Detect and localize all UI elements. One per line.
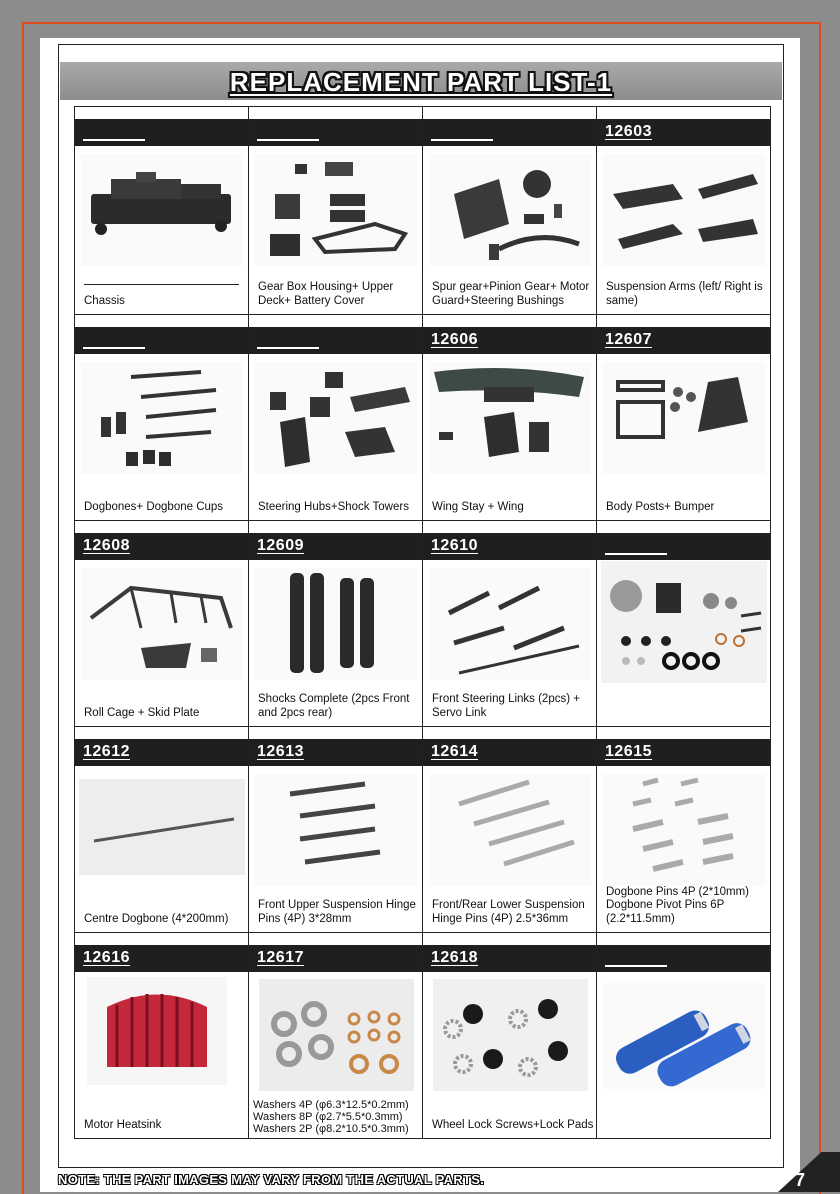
parts-grid xyxy=(74,106,771,1139)
bumper-icon xyxy=(603,362,765,474)
title-banner xyxy=(60,62,782,100)
part-number: 12609 xyxy=(257,537,304,554)
part-header xyxy=(423,533,596,560)
shocks-icon xyxy=(255,568,417,680)
part-number-blank xyxy=(257,139,319,141)
part-header xyxy=(597,945,770,972)
heatsink-icon xyxy=(87,977,227,1085)
part-number: 12613 xyxy=(257,743,304,760)
steering-hubs-icon xyxy=(255,362,417,474)
part-number: 12606 xyxy=(431,331,478,348)
parts-row xyxy=(75,315,771,521)
part-cell xyxy=(597,107,771,314)
part-cell xyxy=(597,933,771,1138)
part-number-blank xyxy=(431,139,493,141)
part-header xyxy=(423,327,596,354)
part-caption: Centre Dogbone (4*200mm) xyxy=(84,912,229,925)
wing-icon xyxy=(429,362,591,474)
part-caption: Front Steering Links (2pcs) + Servo Link xyxy=(432,693,580,719)
suspension-arms-icon xyxy=(603,154,765,266)
part-number: 12603 xyxy=(605,123,652,140)
part-cell xyxy=(249,933,423,1138)
part-cell xyxy=(423,727,597,932)
part-cell xyxy=(423,521,597,726)
part-caption: Shocks Complete (2pcs Front and 2pcs rear) xyxy=(258,693,410,719)
part-header xyxy=(597,533,770,560)
part-cell xyxy=(249,107,423,314)
part-caption: Steering Hubs+Shock Towers xyxy=(258,500,409,513)
part-header xyxy=(249,327,422,354)
part-header xyxy=(249,945,422,972)
part-number: 12614 xyxy=(431,743,478,760)
part-cell xyxy=(597,521,771,726)
page-title: REPLACEMENT PART LIST-1 xyxy=(229,67,613,97)
part-number: 12615 xyxy=(605,743,652,760)
part-cell xyxy=(75,521,249,726)
part-number: 12618 xyxy=(431,949,478,966)
washers-icon xyxy=(259,979,414,1091)
part-caption: Gear Box Housing+ Upper Deck+ Battery Cover xyxy=(258,281,394,307)
part-caption: Wing Stay + Wing xyxy=(432,500,524,513)
part-number-blank xyxy=(605,553,667,555)
part-caption: Motor Heatsink xyxy=(84,1118,162,1131)
part-header xyxy=(423,119,596,146)
part-caption: Wheel Lock Screws+Lock Pads xyxy=(432,1118,594,1131)
part-number: 12612 xyxy=(83,743,130,760)
part-caption: Roll Cage + Skid Plate xyxy=(84,706,200,719)
differential-icon xyxy=(601,561,767,683)
part-caption: Washers 4P (φ6.3*12.5*0.2mm) Washers 8P (φ2.7*5.5*0.3mm) Washers 2P (φ8.2*10.5*0.3mm) xyxy=(253,1099,409,1135)
part-header xyxy=(597,119,770,146)
part-cell xyxy=(597,727,771,932)
part-header xyxy=(249,119,422,146)
page-number: 7 xyxy=(795,1170,806,1190)
part-number: 12616 xyxy=(83,949,130,966)
part-header xyxy=(75,945,248,972)
disclaimer-note: NOTE: THE PART IMAGES MAY VARY FROM THE ACTUAL PARTS. xyxy=(58,1172,485,1187)
part-caption: Spur gear+Pinion Gear+ Motor Guard+Steering Bushings xyxy=(432,281,590,307)
part-cell xyxy=(249,727,423,932)
part-cell xyxy=(75,107,249,314)
part-number-blank xyxy=(83,139,145,141)
part-caption: Dogbones+ Dogbone Cups xyxy=(84,500,224,513)
part-cell xyxy=(423,107,597,314)
part-cell xyxy=(249,521,423,726)
part-caption: Front Upper Suspension Hinge Pins (4P) 3*28mm xyxy=(258,899,416,925)
roll-cage-icon xyxy=(81,568,243,680)
part-header xyxy=(75,119,248,146)
part-header xyxy=(75,533,248,560)
part-caption: Front/Rear Lower Suspension Hinge Pins (4P) 2.5*36mm xyxy=(432,899,585,925)
part-header xyxy=(75,739,248,766)
part-number: 12608 xyxy=(83,537,130,554)
lock-screws-icon xyxy=(433,979,588,1091)
part-caption: Suspension Arms (left/ Right is same) xyxy=(606,281,763,307)
part-number-blank xyxy=(605,965,667,967)
part-cell xyxy=(423,315,597,520)
gearbox-icon xyxy=(255,154,417,266)
batteries-icon xyxy=(603,983,765,1089)
part-number: 12607 xyxy=(605,331,652,348)
part-header xyxy=(597,327,770,354)
parts-row xyxy=(75,727,771,933)
hinge-pins-icon xyxy=(255,774,417,886)
parts-row xyxy=(75,107,771,315)
part-cell xyxy=(75,933,249,1138)
dogbones-icon xyxy=(81,362,243,474)
part-header xyxy=(423,945,596,972)
part-number-blank xyxy=(83,347,145,349)
part-caption: Body Posts+ Bumper xyxy=(606,500,715,513)
parts-row xyxy=(75,933,771,1139)
spur-gear-icon xyxy=(429,154,591,266)
part-number: 12610 xyxy=(431,537,478,554)
caption-rule xyxy=(84,284,239,285)
centre-dogbone-icon xyxy=(79,779,245,875)
part-header xyxy=(249,739,422,766)
part-header xyxy=(75,327,248,354)
part-cell xyxy=(423,933,597,1138)
part-header xyxy=(249,533,422,560)
part-cell xyxy=(249,315,423,520)
dogbone-pins-icon xyxy=(603,774,765,886)
lower-pins-icon xyxy=(429,774,591,886)
part-number-blank xyxy=(257,347,319,349)
steering-links-icon xyxy=(429,568,591,680)
part-caption: Chassis xyxy=(84,294,125,307)
part-cell xyxy=(75,315,249,520)
part-header xyxy=(423,739,596,766)
part-caption: Dogbone Pins 4P (2*10mm) Dogbone Pivot Pins 6P (2.2*11.5mm) xyxy=(606,885,749,925)
part-cell xyxy=(75,727,249,932)
part-cell xyxy=(597,315,771,520)
parts-row xyxy=(75,521,771,727)
chassis-icon xyxy=(81,154,243,266)
part-header xyxy=(597,739,770,766)
part-number: 12617 xyxy=(257,949,304,966)
